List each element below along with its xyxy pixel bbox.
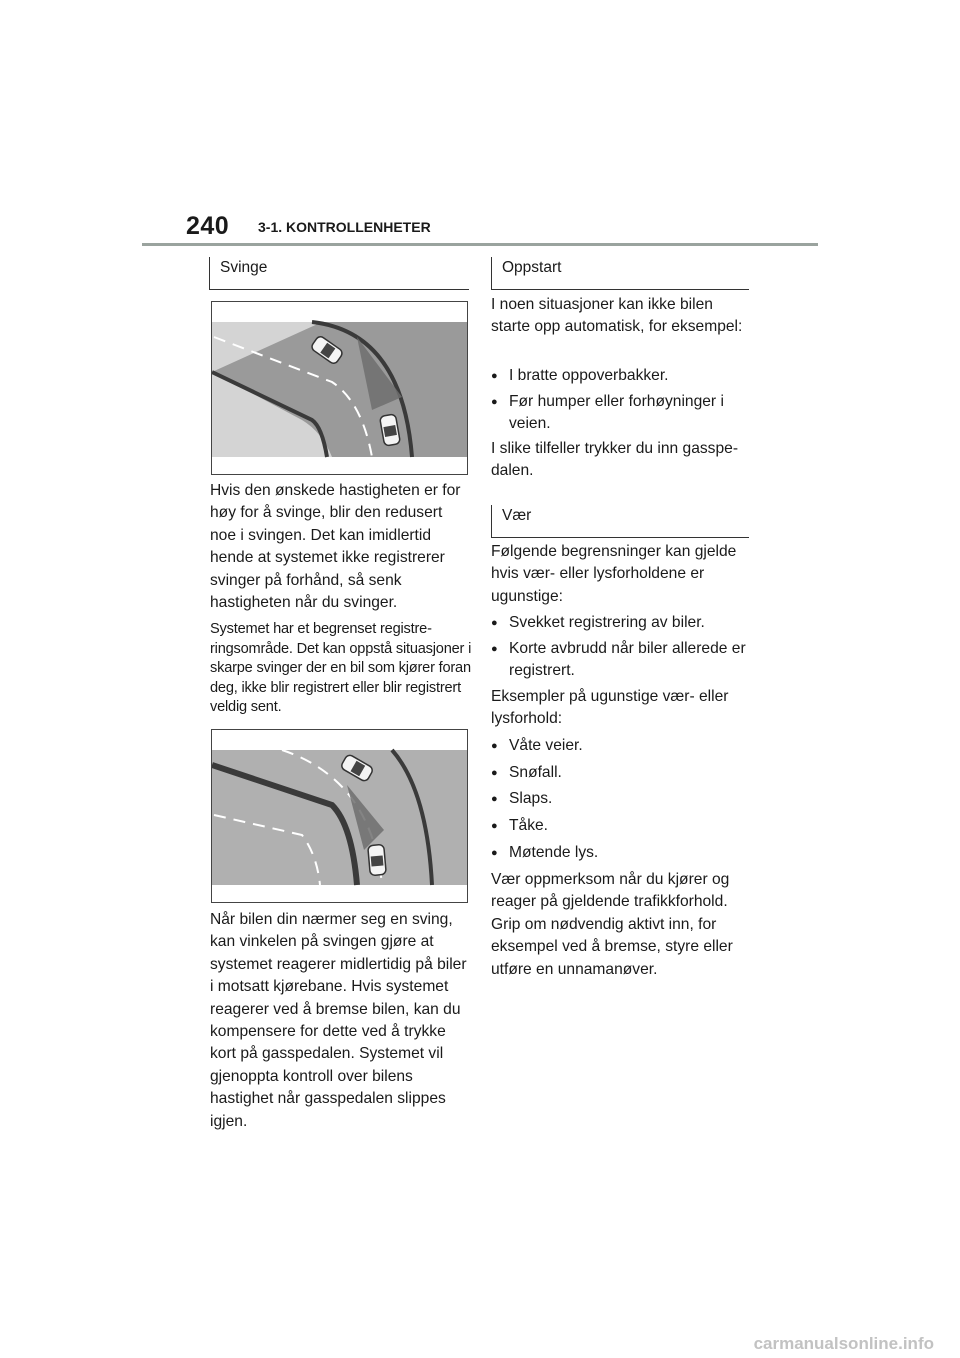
curve-illustration-1	[211, 301, 468, 475]
section-title-vaer: Vær	[491, 505, 749, 538]
bullet-item: ● Møtende lys.	[491, 842, 759, 864]
paragraph-startup-intro: I noen situasjoner kan ikke bilen starte opp automatisk, for eksempel:	[491, 296, 743, 336]
bullet-item: ● Korte avbrudd når biler allerede er registrert.	[491, 638, 759, 683]
bullet-item: ● Svekket registrering av biler.	[491, 612, 759, 634]
curve-illustration-2	[211, 729, 468, 903]
header-rule	[142, 243, 818, 246]
bullet-item: ● Våte veier.	[491, 735, 759, 757]
paragraph-opposite-lane: Når bilen din nærmer seg en sving, kan vinkelen på svingen gjøre at systemet reagerer midlertidig på biler i motsatt kjørebane. Hvis systemet reagerer ved å bremse bilen, kan du kompensere for dette ved å trykke kort på gasspedalen. Systemet vil gjenoppta kontroll over bilens hastighet når gasspedalen slippes igjen.	[210, 911, 467, 1130]
paragraph-weather-outro: Vær oppmerksom når du kjører og reager på gjeldende trafikkforhold. Grip om nødvendig aktivt inn, for eksempel ved å bremse, styre eller utføre en unnamanøver.	[491, 871, 733, 978]
paragraph-startup-outro: I slike tilfeller trykker du inn gasspedalen.	[491, 440, 739, 480]
bullet-item: ● Tåke.	[491, 815, 759, 837]
paragraph-weather-intro: Følgende begrensninger kan gjelde hvis vær- eller lysforholdene er ugunstige:	[491, 543, 737, 605]
car-icon	[368, 844, 387, 875]
paragraph-weather-examples: Eksempler på ugunstige vær- eller lysforhold:	[491, 688, 729, 728]
bullet-item: ● Snøfall.	[491, 762, 759, 784]
bullet-item: ● Slaps.	[491, 788, 759, 810]
paragraph-speed-in-curve: Hvis den ønskede hastigheten er for høy for å svinge, blir den redusert noe i svingen. Det kan imidlertid hende at systemet ikke registrerer svinger på forhånd, så senk hastigheten når du svinger.	[210, 482, 461, 612]
bullet-item: ● Før humper eller forhøyninger i veien.	[491, 391, 759, 436]
page-number: 240	[186, 212, 230, 240]
section-title-oppstart: Oppstart	[491, 257, 749, 290]
chapter-title: 3-1. KONTROLLENHETER	[258, 219, 431, 235]
bullet-item: ● I bratte oppoverbakker.	[491, 365, 759, 387]
paragraph-detection-range: Systemet har et begrenset registreringsområde. Det kan oppstå situasjoner i skarpe svinger der en bil som kjører foran deg, ikke blir registrert eller blir registrert veldig sent.	[210, 621, 472, 715]
watermark: carmanualsonline.info	[753, 1334, 934, 1353]
section-title-svinge: Svinge	[209, 257, 469, 290]
